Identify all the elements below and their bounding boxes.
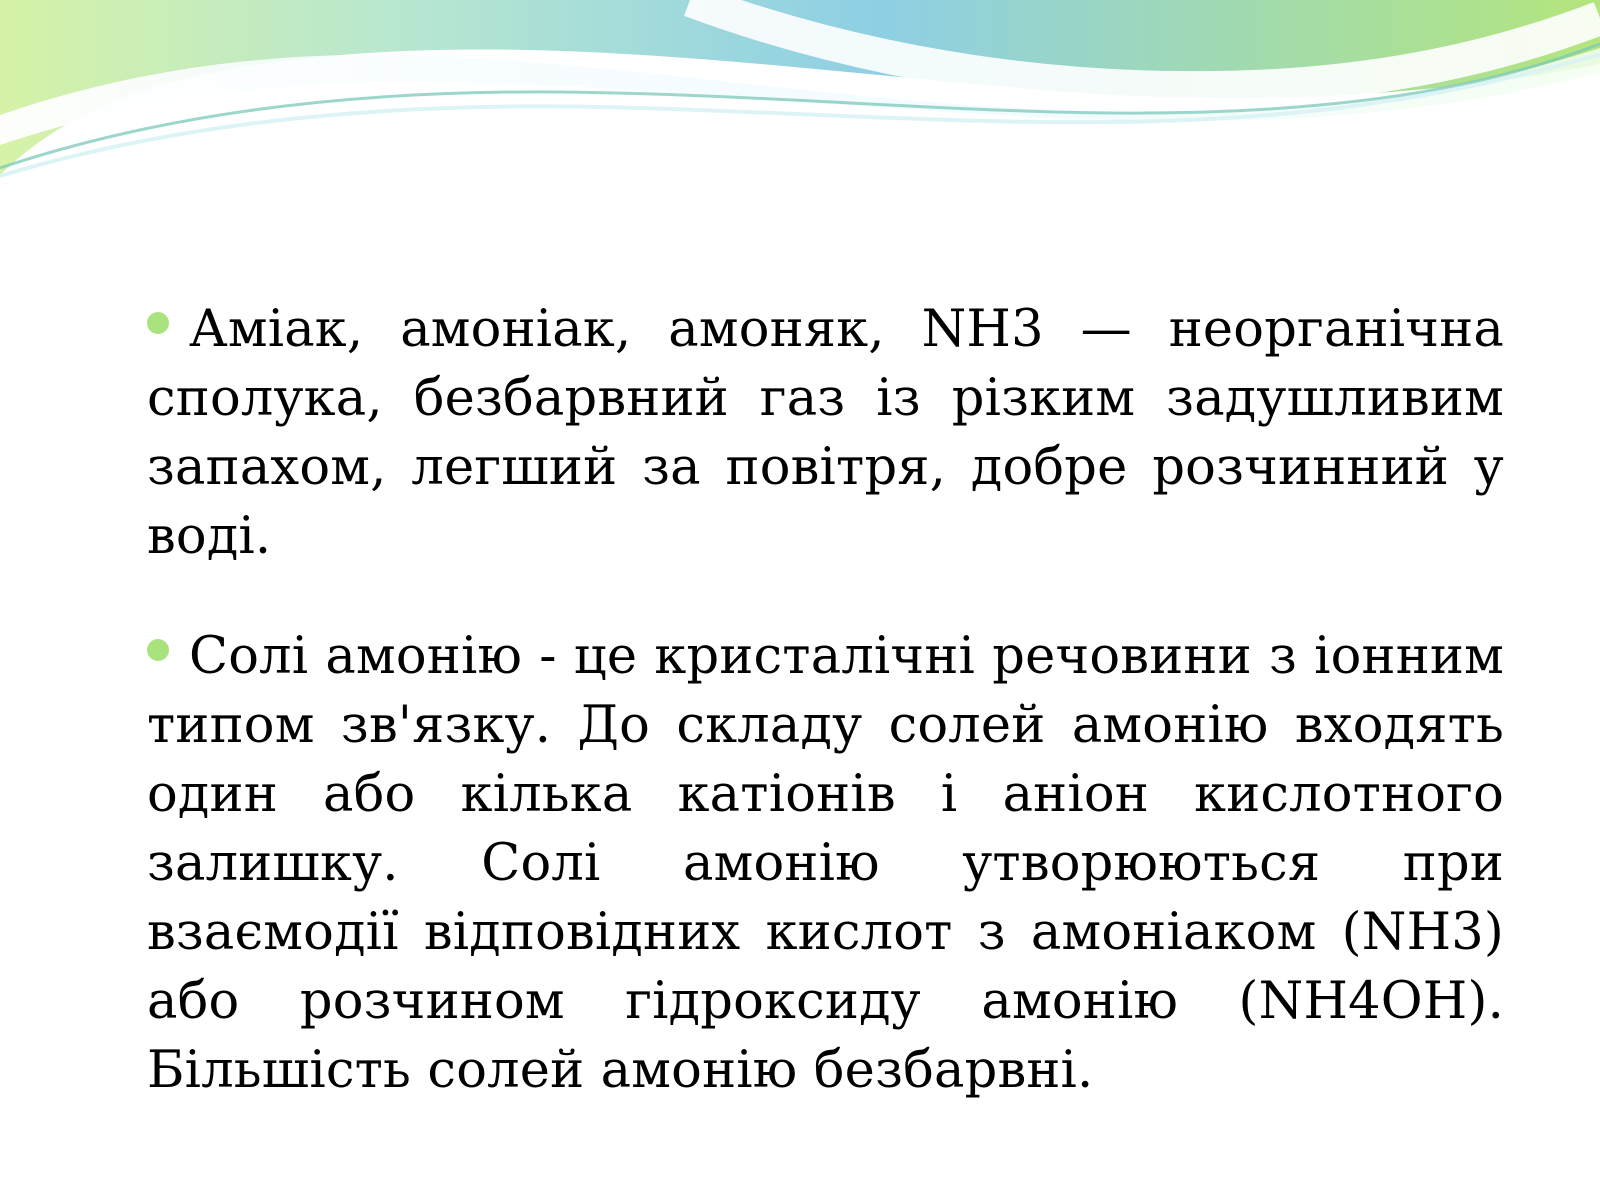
slide-content <box>147 244 1504 1156</box>
bullet-item-ammonium-salts <box>147 622 1504 1105</box>
bullet-text: Аміак, амоніак, амоняк, NH3 — неорганічна сполука, безбарвний газ із різким задушливим запахом, легший за повітря, добре розчинний у воді. <box>147 300 1504 566</box>
bullet-text: Солі амонію - це кристалічні речовини з іонним типом зв'язку. До складу солей амонію входять один або кілька катіонів і аніон кислотного залишку. Солі амонію утворюються при взаємодії відповідних кислот з амоніаком (NH3) або розчином гідроксиду амонію (NH4OH). Більшість солей амонію безбарвні. <box>147 627 1504 1100</box>
bullet-dot-icon <box>147 312 169 334</box>
bullet-paragraph <box>147 295 1504 571</box>
header-wave-decoration <box>0 0 1600 190</box>
bullet-item-ammonia <box>147 295 1504 571</box>
bullet-paragraph <box>147 622 1504 1105</box>
bullet-dot-icon <box>147 639 169 661</box>
